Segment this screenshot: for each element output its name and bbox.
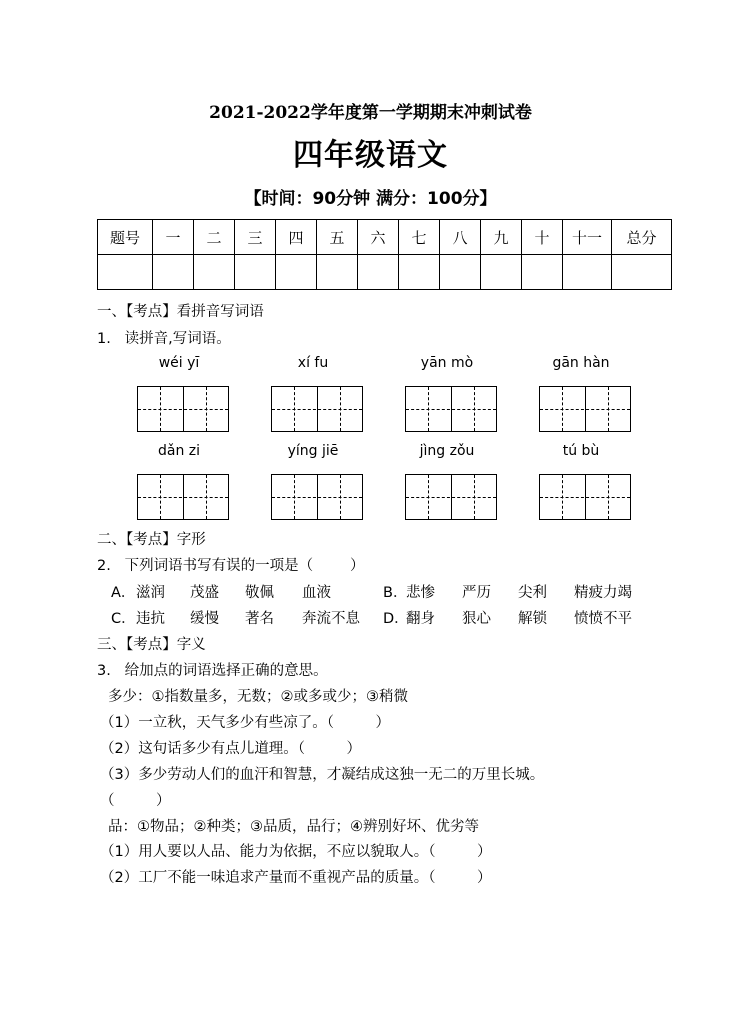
score-header-cell: 一 <box>153 220 194 255</box>
option-letter: B． <box>383 585 408 601</box>
option-letter: D． <box>383 611 409 627</box>
score-entry-cell[interactable] <box>522 255 563 290</box>
score-entry-cell[interactable] <box>563 255 612 290</box>
writing-grid[interactable] <box>405 386 497 432</box>
writing-grid[interactable] <box>405 474 497 520</box>
score-header-cell: 四 <box>276 220 317 255</box>
option-word: 著名 <box>245 611 274 627</box>
pinyin-label: xí fu <box>297 355 329 371</box>
score-header-cell: 八 <box>440 220 481 255</box>
question1-prompt: 1. 读拼音,写词语。 <box>97 331 231 347</box>
option-letter: A． <box>111 585 136 601</box>
option-letter: C． <box>111 611 136 627</box>
score-entry-cell[interactable] <box>481 255 522 290</box>
score-header-cell: 题号 <box>98 220 153 255</box>
time-score-info: 【时间：90分钟 满分：100分】 <box>244 189 497 209</box>
score-table <box>97 219 672 290</box>
question3-prompt: 3. 给加点的词语选择正确的意思。 <box>97 663 328 679</box>
score-header-cell: 十 <box>522 220 563 255</box>
pinyin-label: yíng jiē <box>287 443 339 459</box>
score-entry-cell[interactable] <box>399 255 440 290</box>
grade-subject-title: 四年级语文 <box>293 138 448 173</box>
score-header-cell: 九 <box>481 220 522 255</box>
question2-prompt: 2. 下列词语书写有误的一项是（ ） <box>97 558 365 574</box>
option-word: 奔流不息 <box>302 611 360 627</box>
definition-pin: 品：①物品；②种类；③品质，品行；④辨别好坏、优劣等 <box>108 819 479 835</box>
section1-heading: 一、【考点】看拼音写词语 <box>97 304 264 320</box>
option-word: 悲惨 <box>406 585 435 601</box>
score-entry-cell[interactable] <box>317 255 358 290</box>
score-entry-cell[interactable] <box>153 255 194 290</box>
pinyin-label: dǎn zi <box>157 443 201 459</box>
sub-question: （1）用人要以人品、能力为依据，不应以貌取人。（ ） <box>100 844 492 860</box>
pinyin-label: jìng zǒu <box>419 443 475 459</box>
exam-title: 2021-2022学年度第一学期期末冲刺试卷 <box>209 103 532 123</box>
option-word: 滋润 <box>136 585 165 601</box>
score-header-cell: 总分 <box>612 220 672 255</box>
option-word: 违抗 <box>136 611 165 627</box>
sub-question: （2）这句话多少有点儿道理。（ ） <box>100 741 361 757</box>
writing-grid[interactable] <box>539 474 631 520</box>
section3-heading: 三、【考点】字义 <box>97 637 206 653</box>
sub-question: （1）一立秋，天气多少有些凉了。（ ） <box>100 715 390 731</box>
option-word: 狠心 <box>462 611 491 627</box>
pinyin-label: tú bù <box>562 443 600 459</box>
pinyin-label: gān hàn <box>552 355 610 371</box>
score-header-cell: 七 <box>399 220 440 255</box>
score-entry-cell[interactable] <box>98 255 153 290</box>
option-word: 缓慢 <box>190 611 219 627</box>
section2-heading: 二、【考点】字形 <box>97 532 206 548</box>
pinyin-label: wéi yī <box>158 355 200 371</box>
writing-grid[interactable] <box>137 386 229 432</box>
score-entry-cell[interactable] <box>440 255 481 290</box>
option-word: 精疲力竭 <box>574 585 632 601</box>
sub-question: （2）工厂不能一味追求产量而不重视产品的质量。（ ） <box>100 870 492 886</box>
score-header-cell: 二 <box>194 220 235 255</box>
option-word: 愤愤不平 <box>574 611 632 627</box>
writing-grid[interactable] <box>137 474 229 520</box>
option-word: 翻身 <box>406 611 435 627</box>
option-word: 严历 <box>462 585 491 601</box>
option-word: 尖利 <box>518 585 547 601</box>
option-word: 解锁 <box>518 611 547 627</box>
pinyin-label: yān mò <box>420 355 474 371</box>
score-entry-cell[interactable] <box>612 255 672 290</box>
option-word: 敬佩 <box>245 585 274 601</box>
score-header-cell: 十一 <box>563 220 612 255</box>
score-entry-cell[interactable] <box>358 255 399 290</box>
sub-question: （3）多少劳动人们的血汗和智慧，才凝结成这独一无二的万里长城。 <box>100 767 545 783</box>
writing-grid[interactable] <box>271 474 363 520</box>
score-table-header-row <box>98 220 672 255</box>
score-table-entry-row <box>98 255 672 290</box>
definition-duoshao: 多少：①指数量多，无数；②或多或少；③稍微 <box>108 689 408 705</box>
writing-grid[interactable] <box>271 386 363 432</box>
score-entry-cell[interactable] <box>235 255 276 290</box>
score-entry-cell[interactable] <box>194 255 235 290</box>
option-word: 茂盛 <box>190 585 219 601</box>
writing-grid[interactable] <box>539 386 631 432</box>
score-header-cell: 六 <box>358 220 399 255</box>
score-header-cell: 五 <box>317 220 358 255</box>
option-word: 血液 <box>302 585 331 601</box>
score-header-cell: 三 <box>235 220 276 255</box>
score-entry-cell[interactable] <box>276 255 317 290</box>
answer-blank: （ ） <box>100 793 171 809</box>
